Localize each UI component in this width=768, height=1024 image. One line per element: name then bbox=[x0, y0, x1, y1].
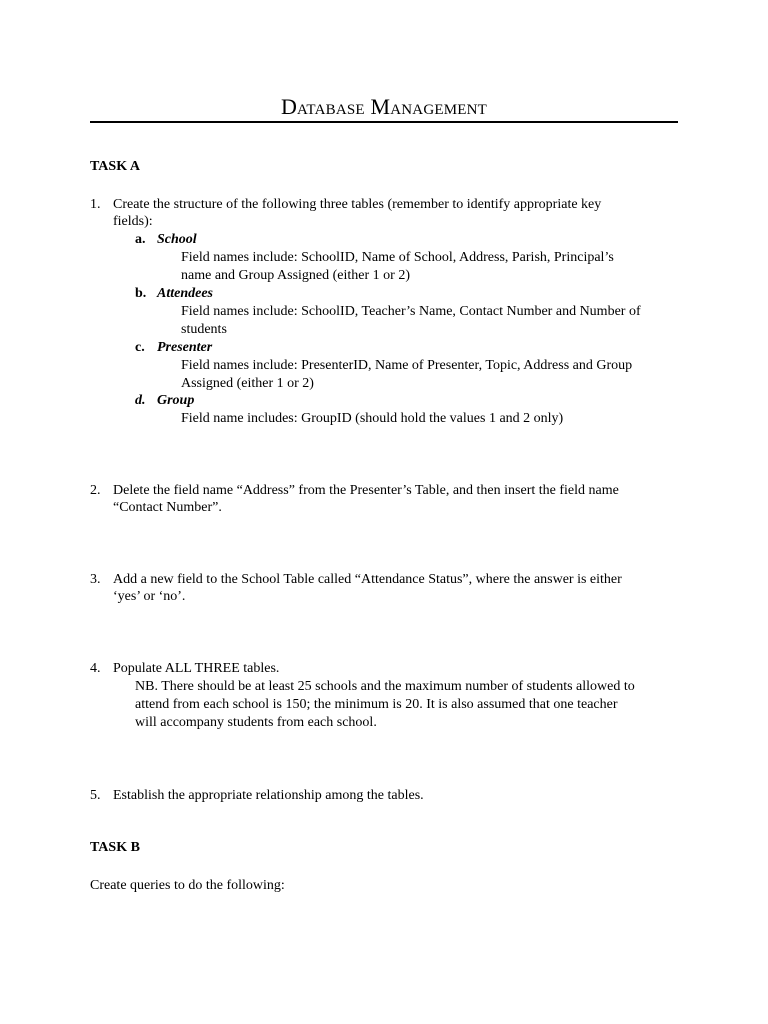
table-a-letter: a. bbox=[135, 232, 146, 247]
table-a-name: School bbox=[157, 232, 197, 247]
task-b-intro: Create queries to do the following: bbox=[90, 878, 285, 893]
table-a-line-1: Field names include: SchoolID, Name of School, Address, Parish, Principal’s bbox=[181, 250, 614, 265]
item-4-line-1: Populate ALL THREE tables. bbox=[113, 661, 280, 676]
table-b-line-2: students bbox=[181, 322, 227, 337]
document-title: Database Management bbox=[280, 94, 488, 119]
item-2-number: 2. bbox=[90, 483, 101, 498]
table-c-line-1: Field names include: PresenterID, Name of Presenter, Topic, Address and Group bbox=[181, 358, 633, 373]
item-4-line-3: attend from each school is 150; the minimum is 20. It is also assumed that one teacher bbox=[135, 697, 618, 712]
table-b-line-1: Field names include: SchoolID, Teacher’s Name, Contact Number and Number of bbox=[181, 304, 641, 319]
table-d-letter: d. bbox=[135, 393, 146, 408]
item-2-line-1: Delete the field name “Address” from the Presenter’s Table, and then insert the field name bbox=[113, 483, 619, 498]
item-1-line-2: fields): bbox=[113, 214, 153, 229]
item-1-number: 1. bbox=[90, 197, 101, 212]
table-b-letter: b. bbox=[135, 286, 147, 301]
table-b-name: Attendees bbox=[157, 286, 213, 301]
table-c-letter: c. bbox=[135, 340, 145, 355]
item-5-number: 5. bbox=[90, 788, 101, 803]
item-5-line-1: Establish the appropriate relationship among the tables. bbox=[113, 788, 424, 803]
item-2-line-2: “Contact Number”. bbox=[113, 500, 222, 515]
item-3-line-2: ‘yes’ or ‘no’. bbox=[113, 589, 186, 604]
title-underline bbox=[90, 121, 678, 123]
item-4-line-2: NB. There should be at least 25 schools and the maximum number of students allowed to bbox=[135, 679, 635, 694]
table-c-line-2: Assigned (either 1 or 2) bbox=[181, 376, 314, 391]
item-3-number: 3. bbox=[90, 572, 101, 587]
task-a-heading: TASK A bbox=[90, 159, 140, 174]
table-d-line-1: Field name includes: GroupID (should hold the values 1 and 2 only) bbox=[181, 411, 564, 426]
item-4-number: 4. bbox=[90, 661, 101, 676]
task-b-heading: TASK B bbox=[90, 840, 140, 855]
table-d-name: Group bbox=[157, 393, 195, 408]
table-c-name: Presenter bbox=[157, 340, 213, 355]
item-4-line-4: will accompany students from each school. bbox=[135, 715, 377, 730]
item-3-line-1: Add a new field to the School Table called “Attendance Status”, where the answer is either bbox=[113, 572, 622, 587]
item-1-line-1: Create the structure of the following three tables (remember to identify appropriate key bbox=[113, 197, 602, 212]
table-a-line-2: name and Group Assigned (either 1 or 2) bbox=[181, 268, 410, 283]
